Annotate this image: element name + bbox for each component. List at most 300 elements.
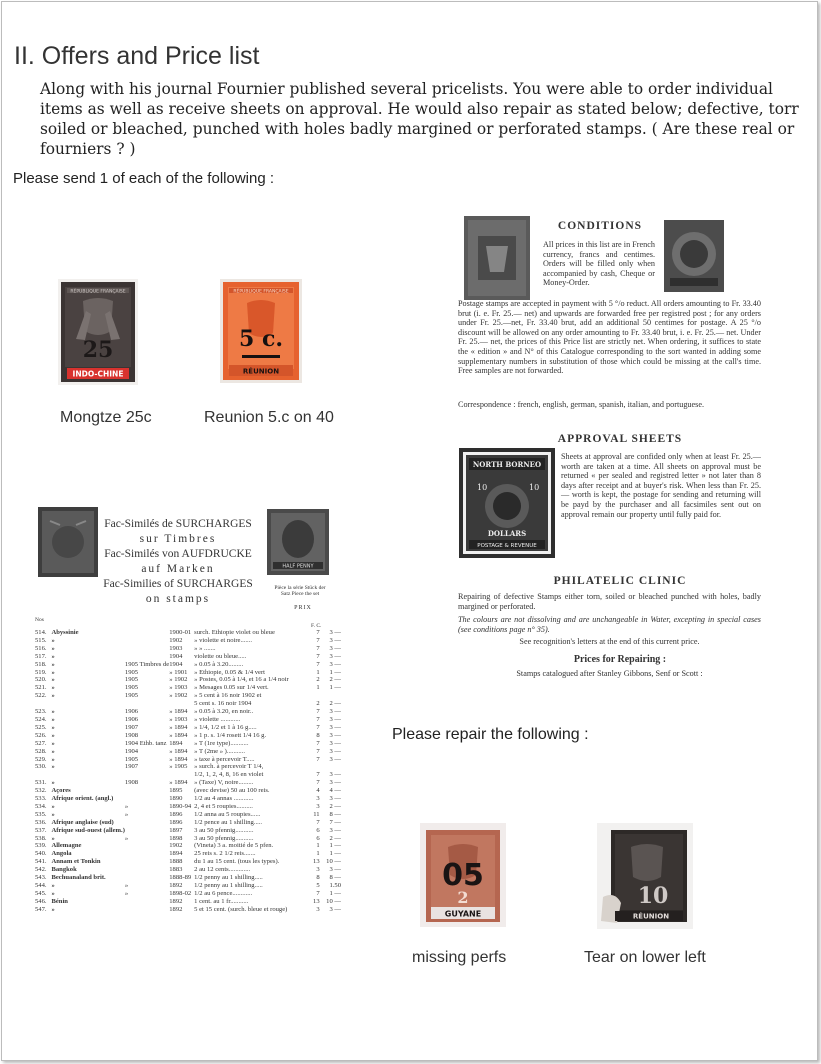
table-cell: 1896 [169,810,183,818]
table-row [35,835,341,843]
table-cell: 1/2 pence au 1 shilling..... [194,818,263,826]
clinic-text-1: Repairing of defective Stamps either torn, soiled or bleached punched with holes, badly margined or perforated. [458,592,761,611]
table-cell: 13 [313,858,320,866]
table-cell: 518. [35,660,47,668]
table-cell: » 1894 [169,747,188,755]
table-cell: 1 — [329,668,341,676]
table-cell: 1 [316,842,320,850]
pricelist-line-2: sur Timbres [139,533,217,545]
table-cell: 1892 [169,905,183,913]
table-cell: 3 — [329,731,341,739]
table-cell: » taxe à percevoir T..... [194,755,255,763]
table-cell: 1907 [124,763,139,771]
table-cell: 539. [35,842,47,850]
pricelist-stamp-left [38,507,98,582]
table-cell: » 1903 [169,684,188,692]
stamp-reunion-torn [597,823,693,934]
stamp-name: GUYANE [444,909,482,919]
table-row [35,676,341,684]
table-cell: » [51,668,55,676]
table-cell: 1900-01 [169,629,192,636]
table-cell: 1905 [124,755,139,763]
table-cell [125,637,169,645]
table-cell: 1 — [329,850,341,858]
table-cell: 3 au 50 pfennig........... [194,834,254,842]
conditions-heading: CONDITIONS [557,220,643,232]
table-cell: 5 cent s. 16 noir 1904 [194,700,252,708]
table-cell: » [51,882,55,889]
table-row [35,882,341,890]
stamp-top-text: NORTH BORNEO [472,460,542,469]
table-cell: 3 [316,802,320,810]
table-cell: » Ethiopie, 0.05 & 1/4 vert [194,668,266,676]
table-cell: 1/2 penny au 1 shilling..... [194,874,263,882]
table-cell: » surch. à percevoir T 1/4, [194,763,264,771]
table-cell: 8 — [329,810,341,818]
table-cell: 3 — [329,629,341,636]
stamp-name: RÉUNION [632,912,670,921]
table-cell: » [51,905,55,913]
table-cell: 532. [35,787,47,795]
table-cell: 1 [316,850,320,858]
table-row [35,661,341,669]
table-cell: Allemagne [51,842,82,850]
table-cell: » [51,692,55,700]
conditions-stamp-left [464,216,530,305]
table-cell: 3 — [329,771,341,779]
table-cell: » [51,715,55,723]
table-cell: 3 — [329,715,341,723]
table-cell: Angola [51,850,72,858]
table-cell: » 5 cent à 16 noir 1902 et [194,692,262,700]
table-cell: 1 [316,668,320,676]
stamp-value: 2 [457,888,469,907]
table-cell: 1888 [169,858,183,866]
table-row [35,811,341,819]
table-cell: 3 — [329,644,341,652]
table-cell [320,763,341,771]
table-cell: 1 — [329,684,341,692]
table-cell: 2 — [329,802,341,810]
table-cell: 10 — [326,858,341,866]
table-cell: 535. [35,810,47,818]
table-cell: 3 — [329,755,341,763]
table-cell: 7 [316,636,320,644]
table-cell: 1/2 au 6 pence............ [194,889,253,897]
table-cell: 7 [316,660,320,668]
table-cell: 1905 [124,684,139,692]
page-title: II. Offers and Price list [14,42,260,70]
table-cell: 10 — [326,897,341,905]
stamp-text: HALF PENNY [282,563,314,570]
table-cell: 3 — [329,866,341,874]
table-cell: 3 — [329,905,341,913]
table-cell: 1904 [169,660,183,668]
table-cell: 1902 [169,636,183,644]
table-cell: » [51,889,55,897]
stamp-mongtze [58,279,138,390]
table-cell: 7 [316,629,320,636]
table-cell: 517. [35,652,47,660]
table-cell: 1906 [124,715,139,723]
table-cell: 3 [316,905,320,913]
table-cell: » 1 p. s. 1/4 rosett 1/4 16 g. [194,731,267,739]
table-cell: 523. [35,708,47,716]
table-cell: » [124,882,129,889]
stamp-value-left: 10 [477,483,488,492]
table-cell: 530. [35,763,47,771]
table-cell: » [51,739,55,747]
table-cell: 1/2 anna au 5 roupies...... [194,810,261,818]
table-row [35,874,341,882]
table-cell: 3 [316,866,320,874]
table-cell: 3 — [329,723,341,731]
table-cell: 516. [35,644,47,652]
table-cell: 13 [313,897,320,905]
table-cell: 1903 [169,644,183,652]
table-cell: 1896 [169,818,183,826]
table-cell [125,858,169,866]
table-cell: 1894 [169,739,183,747]
table-cell: 536. [35,818,47,826]
clinic-text-4: Stamps catalogued after Stanley Gibbons, Senf or Scott : [516,669,703,678]
table-cell [320,692,341,700]
stamp-top-text: RÉPUBLIQUE FRANÇAISE [70,289,126,295]
table-cell: » [51,676,55,684]
table-cell: » 0.05 à 3.20......... [194,660,244,668]
table-cell: (Vineta) 3 a. moitié de 5 pfen. [194,842,274,850]
stamp-value: 5 c. [238,326,284,352]
table-cell: 1 cent. au 1 fr........... [194,897,249,905]
table-row [35,637,341,645]
pricelist-line-6: on stamps [145,593,211,605]
table-cell: » [51,723,55,731]
intro-paragraph: Along with his journal Fournier published several pricelists. You were able to order individual items as well as receive sheets on approval. He would also repair as stated below; defective, torr soiled or bleached, punched with holes badly margined or perforated stamps. ( Are these real or fourniers ? ) [40,80,799,158]
table-row [35,850,341,858]
table-cell: » [51,810,55,818]
table-cell: 2, 4 et 5 roupies.......... [194,802,253,810]
table-cell: 7 — [329,818,341,826]
table-cell: 7 [316,644,320,652]
table-cell: 3 — [329,779,341,787]
table-cell: 519. [35,668,47,676]
stamp-name: INDO-CHINE [72,369,124,379]
table-cell: 525. [35,723,47,731]
table-cell: 1890 [169,795,183,803]
table-row [35,827,341,835]
table-cell: 1905 [124,668,139,676]
table-cell: 1 — [329,889,341,897]
table-cell: 1905 [124,692,139,700]
table-cell: 7 [316,818,320,826]
table-cell: » [51,755,55,763]
pricelist-line-3: Fac-Similés von AUFDRUCKE [104,548,252,560]
table-cell: » 1901 [169,668,188,676]
table-cell: » [51,652,55,660]
table-row [35,645,341,653]
table-cell [35,700,51,708]
table-cell: 1.50 [329,882,341,889]
table-cell: » 1894 [169,731,188,739]
table-cell: 1905 Timbres de [124,660,170,668]
table-cell: 3 — [329,739,341,747]
table-row [35,684,341,692]
table-cell: » [51,779,55,787]
table-cell: 8 [316,874,320,882]
table-cell: Annam et Tonkin [51,858,101,866]
table-cell [125,771,169,779]
stamp-caption-guyane: missing perfs [412,949,507,966]
table-cell: » T (2me » )........... [194,747,245,755]
table-cell: 531. [35,779,47,787]
table-cell: » [51,684,55,692]
table-cell: 5 [316,882,320,889]
table-cell: » [51,644,55,652]
table-cell: 538. [35,834,47,842]
table-cell: 522. [35,692,47,700]
table-cell: » 1894 [169,779,188,787]
table-cell: 7 [316,715,320,723]
table-cell: 544. [35,882,47,889]
table-cell: » [51,708,55,716]
table-cell: 1/2 penny au 1 shilling..... [194,882,263,889]
table-cell: Bénin [51,897,68,905]
pricelist-header [93,517,263,607]
table-row [35,756,341,764]
table-cell: » [124,802,129,810]
table-cell [125,795,169,803]
table-cell: 514. [35,629,47,636]
table-cell [169,771,194,779]
table-row [35,858,341,866]
table-row [35,906,341,914]
table-cell: Bechuanaland brit. [51,874,106,882]
table-cell: 7 [316,723,320,731]
table-cell [125,653,169,661]
table-cell: 6 [316,834,320,842]
table-cell: » 1905 [169,763,188,771]
table-cell: » » ....... [194,644,216,652]
table-cell: » [51,636,55,644]
table-cell: 3 — [329,636,341,644]
pricelist-line-1: Fac-Similés de SURCHARGES [104,518,252,530]
table-cell: 542. [35,866,47,874]
table-cell: 543. [35,874,47,882]
table-cell: 1898-02 [169,889,192,897]
clinic-heading: PHILATELIC CLINIC [553,575,687,587]
pricelist-line-5: Fac-Similies of SURCHARGES [103,578,253,590]
table-cell [125,842,169,850]
table-row [35,890,341,898]
table-cell: » Mesages 0.05 sur 1/4 vert. [194,684,269,692]
clinic-text-3: See recognition's letters at the end of this current price. [519,637,700,646]
table-row [35,787,341,795]
table-cell: 1906 [124,708,139,716]
table-cell: 8 [316,731,320,739]
table-cell: » 1/4, 1/2 et 1 à 16 g..... [194,723,257,731]
table-cell: » [124,810,129,818]
table-cell: » Postes, 0.05 à 1/4, et 16 a 1/4 noir [194,676,289,684]
table-cell: 1892 [169,882,183,889]
stamp-reunion [220,279,302,388]
table-row [35,740,341,748]
table-cell: 4 [316,787,320,795]
pricelist-line-4: auf Marken [141,563,215,575]
table-row [35,732,341,740]
send-heading: Please send 1 of each of the following : [13,170,275,187]
table-cell: 540. [35,850,47,858]
table-cell: 3 — [329,708,341,716]
stamp-caption-mongtze: Mongtze 25c [60,409,152,426]
stamp-caption-reunion: Reunion 5.c on 40 [204,409,334,426]
table-cell: 1890-94 [169,802,192,810]
table-cell: (avec devise) 50 au 100 reis. [194,787,270,795]
table-cell [125,629,169,637]
table-cell: 533. [35,795,47,803]
table-cell: 3 au 50 pfennig........... [194,826,254,834]
table-cell [125,874,169,882]
table-cell [125,645,169,653]
table-cell: 3 [316,795,320,803]
table-cell: 545. [35,889,47,897]
table-cell: » [51,731,55,739]
table-cell [125,866,169,874]
table-cell [35,771,51,779]
table-cell: 7 [316,652,320,660]
table-cell: 3 — [329,826,341,834]
table-cell: 515. [35,636,47,644]
table-cell: 1/2, 1, 2, 4, 8, 16 en violet [194,771,264,779]
table-row [35,748,341,756]
table-cell: 2 [316,700,320,708]
table-cell: 1 — [329,842,341,850]
table-cell: 11 [313,810,320,818]
table-cell: Afrique orient. (angl.) [51,795,114,803]
stamp-word: DOLLARS [487,529,527,538]
table-cell: 2 [316,676,320,684]
stamp-bottom-text: POSTAGE & REVENUE [477,543,537,549]
table-cell: 3 — [329,747,341,755]
stamp-top-text: RÉPUBLIQUE FRANÇAISE [233,289,289,295]
stamp-guyane [420,823,506,932]
conditions-stamp-right [664,220,724,297]
north-borneo-stamp [459,448,555,563]
table-cell: 5 et 15 cent. (surch. bleue et rouge) [194,905,288,913]
table-cell: 4 — [329,787,341,795]
table-cell: » 1894 [169,708,188,716]
table-cell: 1908 [124,779,139,787]
table-cell: 1904 Ethb. tanz [124,739,167,747]
table-cell [51,700,124,708]
table-cell: 1888-89 [169,874,192,882]
table-cell: 546. [35,897,47,905]
table-cell: » violette et noire....... [194,636,253,644]
table-cell: 7 [316,739,320,747]
table-cell: » 1894 [169,723,188,731]
table-cell: » [51,802,55,810]
table-cell [125,850,169,858]
stamp-surcharge: 05 [442,858,484,893]
conditions-text-3: Correspondence : french, english, german, spanish, italian, and portuguese. [458,400,705,409]
table-row [35,724,341,732]
table-cell: » violette ............ [194,715,241,723]
stamp-value-right: 10 [529,483,540,492]
table-cell: 1892 [169,897,183,905]
table-cell: 7 [316,755,320,763]
table-cell [125,787,169,795]
table-cell: » [124,834,129,842]
table-cell: » 1903 [169,715,188,723]
table-cell: » 1902 [169,692,188,700]
table-cell: violette ou bleue..... [194,652,247,660]
table-row [35,898,341,906]
table-cell: 527. [35,739,47,747]
conditions-text-1: All prices in this list are in French currency, francs and centimes. Orders will be filled only when accompanied by cash, Cheque or Money-Order. [543,240,655,288]
pricelist-stamp-right [267,509,329,580]
table-row [35,842,341,850]
table-cell: » (Taxe) V, noire......... [194,779,254,787]
table-cell: du 1 au 15 cent. (tous les types). [194,858,280,866]
pricelist-col-fc: F. C. [311,623,322,629]
table-cell [307,763,320,771]
table-cell: 524. [35,715,47,723]
table-cell: » 0.05 à 3.20, en noir.. [194,708,254,716]
conditions-text-2: Postage stamps are accepted in payment with 5 °/o reduct. All orders amounting to Fr. 33.40 brut (i. e. Fr. 25.— net) and upwards are forwarded free per registred post ; for any orders under Fr. 25.—net, Fr. 33.40 brut, add an additional 50 centimes for postage. A 25 °/o discount will be allowed on any order amounting to Fr. 33.40 brut, i. e. Fr. 25.— net. Under Fr. 25.— net, the prices of this Price list are strictly net. When ordering, it suffices to state the « edition » and N° of this Catalogue corresponding to the sort wanted in adding some supplementary numbers in substitution of those which could be missing at the call's time. Free samples are not forwarded. [458,299,761,376]
table-cell: 1 [316,684,320,692]
table-cell: 7 [316,779,320,787]
table-cell: 1897 [169,826,183,834]
table-cell: 521. [35,684,47,692]
table-cell: 7 [316,747,320,755]
table-cell [51,771,124,779]
table-cell: » T (1re type)........... [194,739,249,747]
table-cell [169,700,194,708]
table-cell: 7 [316,889,320,897]
table-cell: 2 au 12 cents............. [194,866,251,874]
table-row [35,708,341,716]
table-row [35,653,341,661]
table-row [35,716,341,724]
table-cell: Afrique anglaise (sud) [51,818,114,826]
table-cell: 3 — [329,652,341,660]
table-cell: 547. [35,905,47,913]
table-row [35,795,341,803]
table-cell: » [51,763,55,771]
table-row [35,700,341,708]
stamp-caption-reunion-torn: Tear on lower left [584,949,706,966]
table-cell: » 1894 [169,755,188,763]
table-cell: 534. [35,802,47,810]
table-cell: 1904 [124,747,139,755]
table-cell [307,692,320,700]
table-row [35,866,341,874]
clinic-text-2: The colours are not dissolving and are unchangeable in Water, excepting in special cases (see conditions page n° 35). [458,615,761,634]
table-cell [125,827,169,835]
table-cell: » [51,747,55,755]
table-cell [125,906,169,914]
table-cell: 1895 [169,787,183,795]
price-table [35,629,341,914]
table-cell: 1898 [169,834,183,842]
table-cell: surch. Ethiopie violet ou bleue [194,629,275,636]
table-cell: 1907 [124,723,139,731]
table-row [35,819,341,827]
table-row [35,629,341,637]
table-row [35,669,341,677]
table-row [35,803,341,811]
table-cell: 537. [35,826,47,834]
table-cell: Abyssinie [51,629,79,636]
